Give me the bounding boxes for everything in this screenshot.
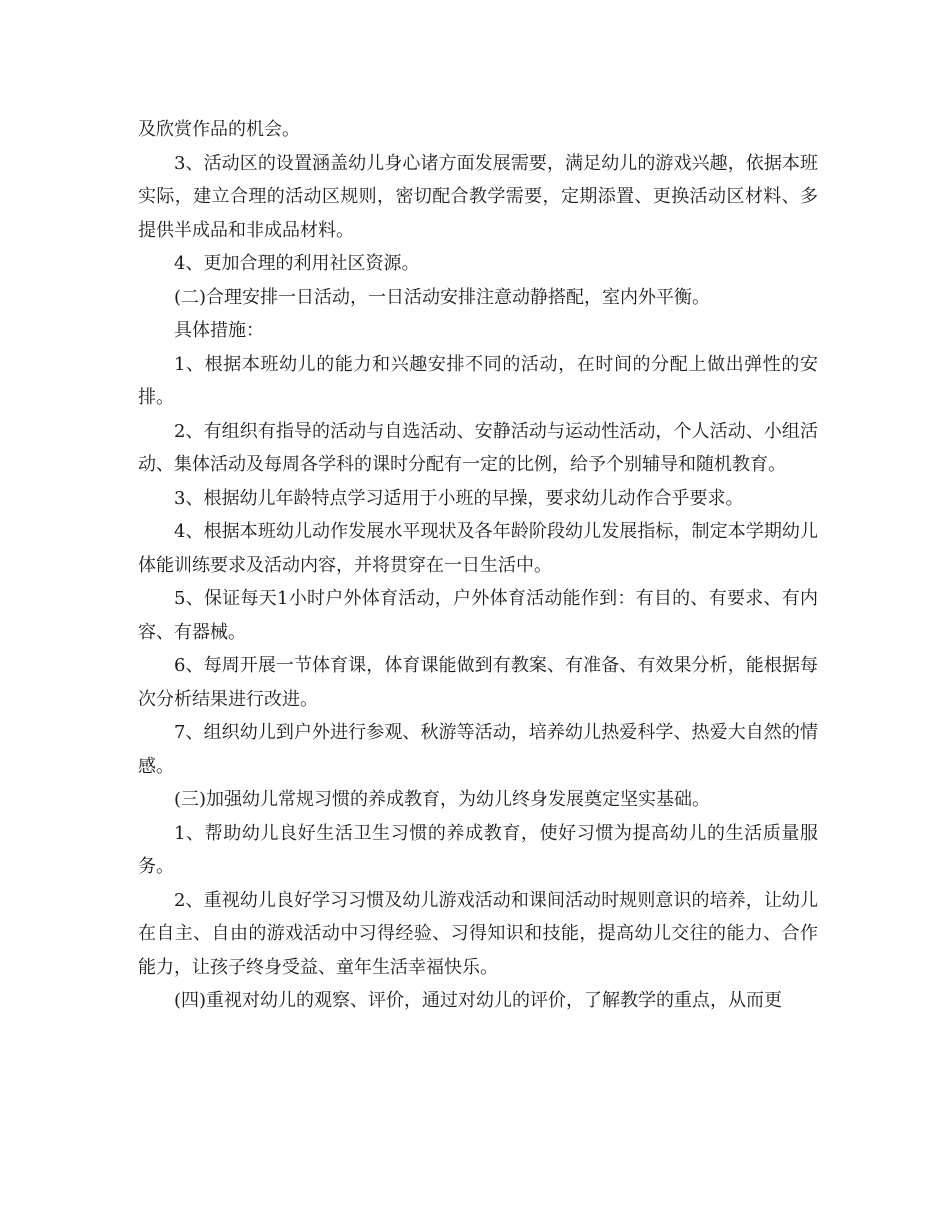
paragraph-1: 及欣赏作品的机会。 [138,119,300,140]
paragraph-7: 2、有组织有指导的活动与自选活动、安静活动与运动性活动，个人活动、小组活动、集体活动及每周各学科的课时分配有一定的比例，给予个别辅导和随机教育。 [138,420,818,475]
paragraph-6: 1、根据本班幼儿的能力和兴趣安排不同的活动，在时间的分配上做出弹性的安排。 [138,353,818,408]
paragraph-9: 4、根据本班幼儿动作发展水平现状及各年龄阶段幼儿发展指标，制定本学期幼儿体能训练要求及活动内容，并将贯穿在一日生活中。 [138,521,818,576]
paragraph-14: 1、帮助幼儿良好生活卫生习惯的养成教育，使好习惯为提高幼儿的生活质量服务。 [138,822,818,877]
paragraph-11: 6、每周开展一节体育课，体育课能做到有教案、有准备、有效果分析，能根据每次分析结果进行改进。 [138,655,818,710]
paragraph-15: 2、重视幼儿良好学习习惯及幼儿游戏活动和课间活动时规则意识的培养，让幼儿在自主、自由的游戏活动中习得经验、习得知识和技能，提高幼儿交往的能力、合作能力，让孩子终身受益、童年生活幸福快乐。 [138,889,818,978]
paragraph-2: 3、活动区的设置涵盖幼儿身心诸方面发展需要，满足幼儿的游戏兴趣，依据本班实际，建立合理的活动区规则，密切配合教学需要，定期添置、更换活动区材料、多提供半成品和非成品材料。 [138,152,818,241]
paragraph-12: 7、组织幼儿到户外进行参观、秋游等活动，培养幼儿热爱科学、热爱大自然的情感。 [138,722,818,777]
section-heading-2: (二)合理安排一日活动，一日活动安排注意动静搭配，室内外平衡。 [174,286,711,308]
section-heading-4: (四)重视对幼儿的观察、评价，通过对幼儿的评价，了解教学的重点，从而更 [174,990,783,1011]
paragraph-8: 3、根据幼儿年龄特点学习适用于小班的早操，要求幼儿动作合乎要求。 [174,487,744,509]
section-heading-3: (三)加强幼儿常规习惯的养成教育，为幼儿终身发展奠定坚实基础。 [174,789,711,810]
document-body [138,113,818,1018]
paragraph-3: 4、更加合理的利用社区资源。 [174,253,420,274]
paragraph-10: 5、保证每天1小时户外体育活动，户外体育活动能作到：有目的、有要求、有内容、有器械。 [138,588,818,643]
measures-label: 具体措施： [174,320,264,341]
